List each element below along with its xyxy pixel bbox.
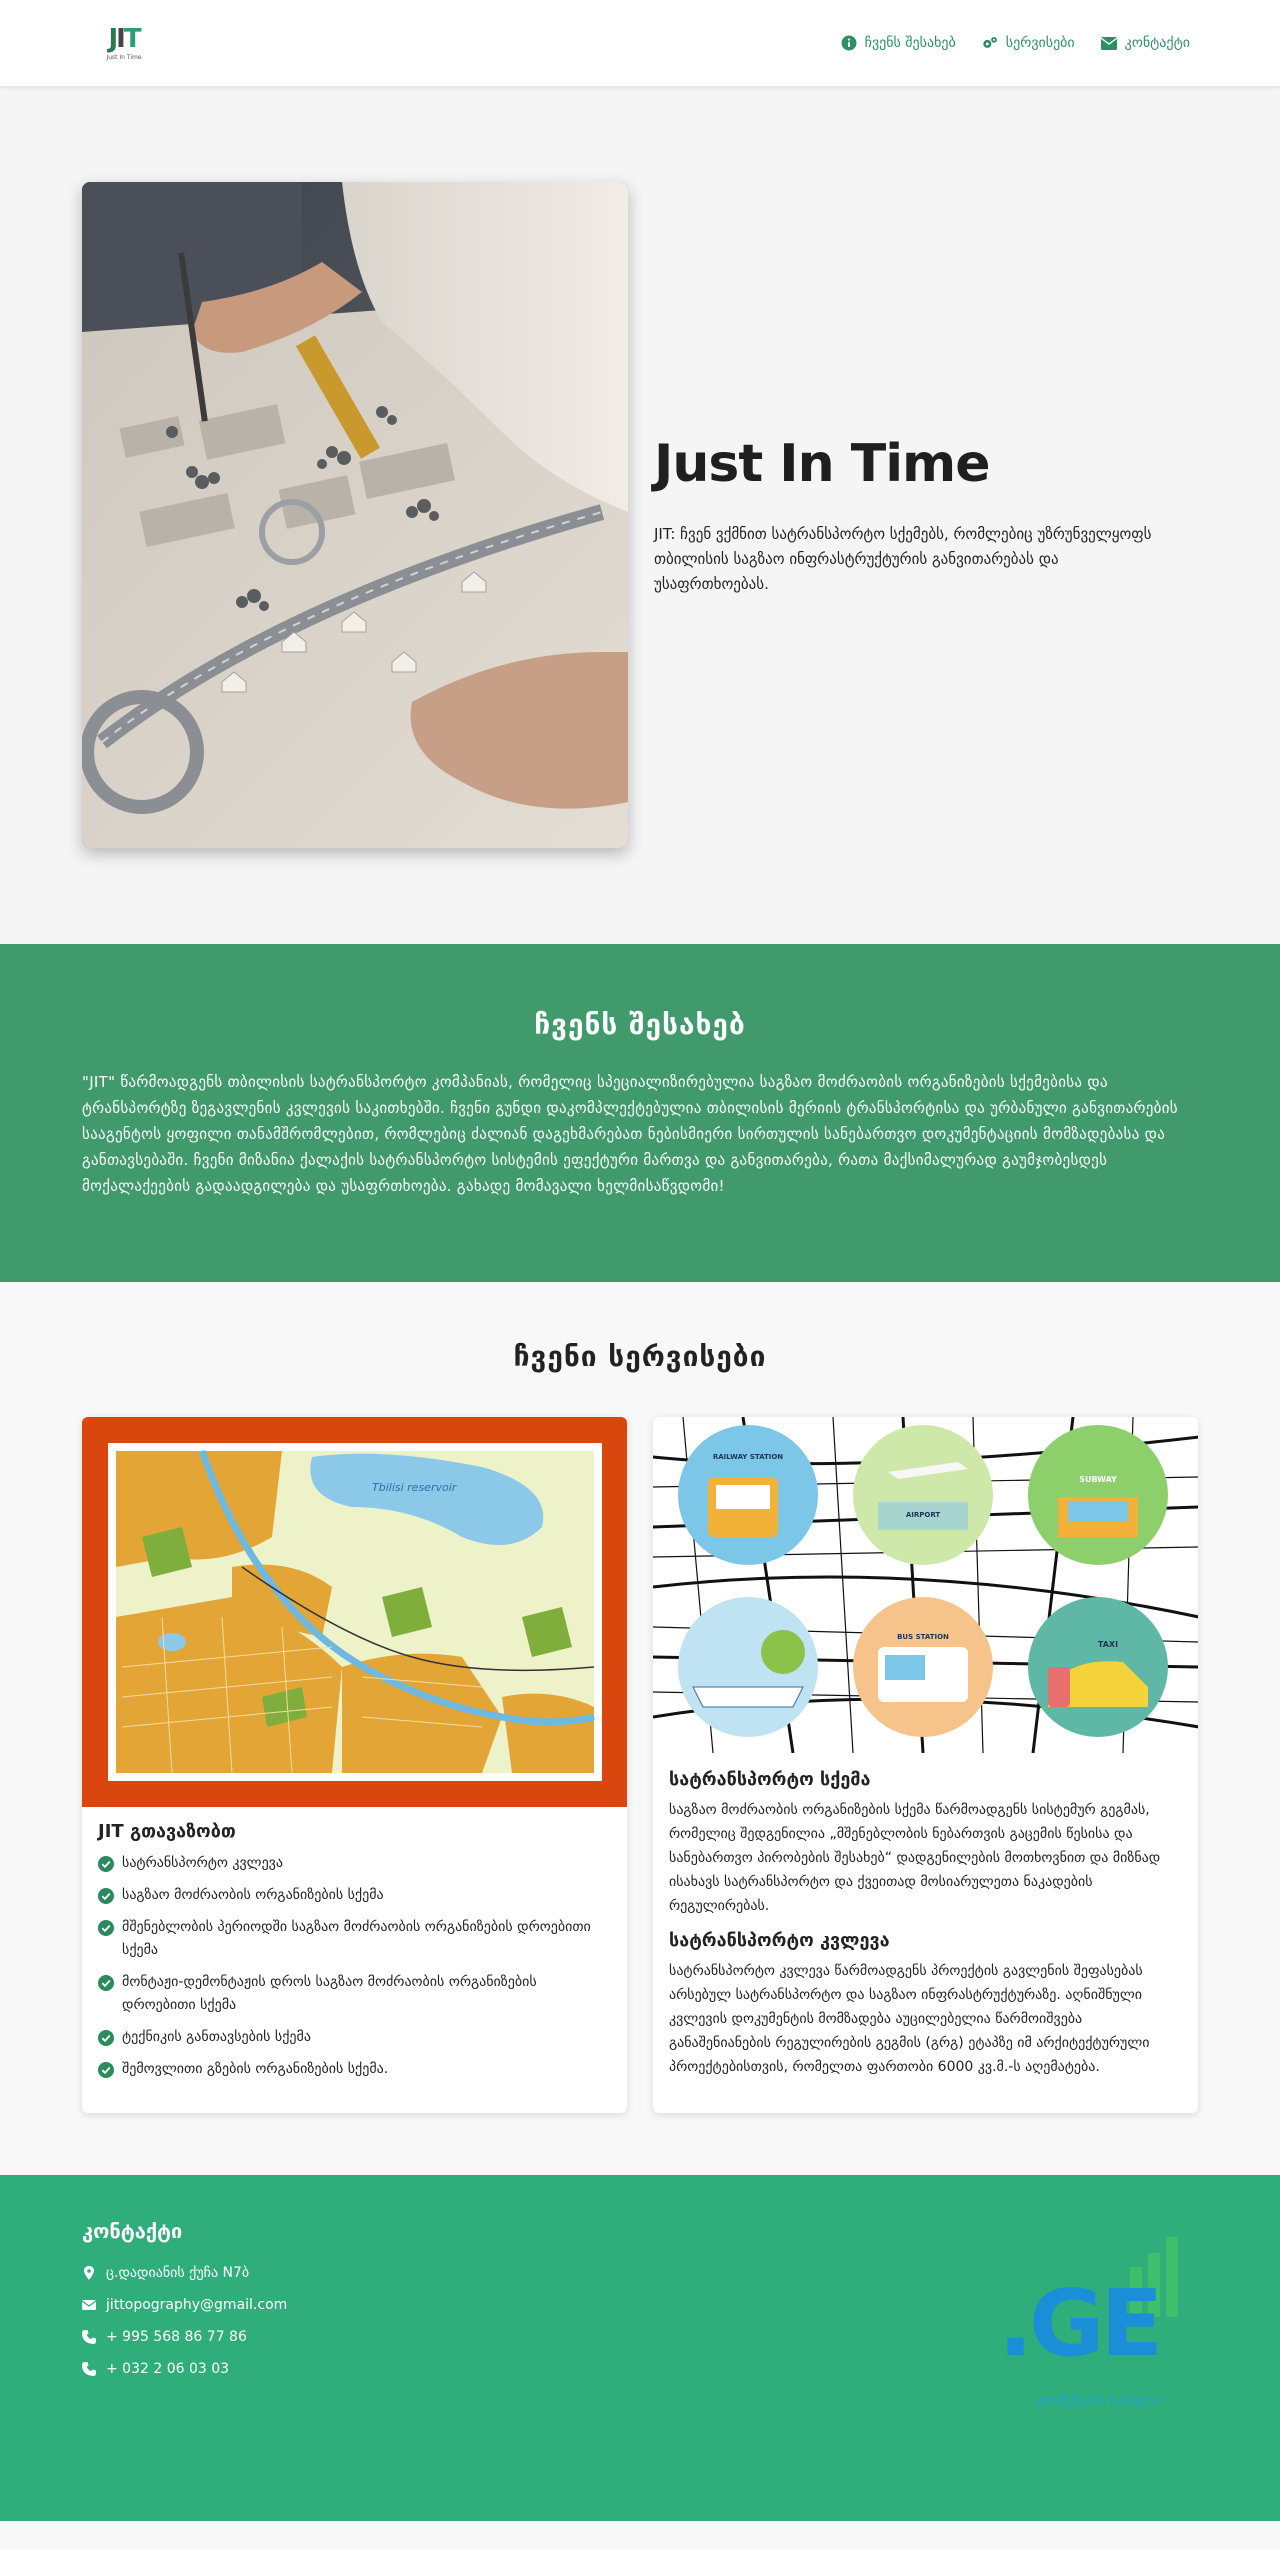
hero-title: Just In Time	[654, 433, 990, 494]
nav-links	[841, 35, 1190, 51]
services-section	[0, 1282, 1280, 2175]
check-circle-icon	[98, 1975, 114, 1991]
envelope-icon	[82, 2298, 96, 2312]
check-circle-icon	[98, 2062, 114, 2078]
logo-subtitle: Just In Time	[106, 53, 142, 61]
offers-list	[98, 1852, 611, 2081]
logo[interactable]	[100, 23, 148, 61]
hero-image	[82, 182, 628, 848]
ge-badge-text: .GE	[998, 2270, 1160, 2377]
contact-phone-landline-text[interactable]: + 032 2 06 03 03	[106, 2361, 230, 2377]
nav-link-about[interactable]	[841, 35, 956, 51]
illustration-label-airport: AIRPORT	[905, 1511, 941, 1519]
check-circle-icon	[98, 2030, 114, 2046]
check-circle-icon	[98, 1888, 114, 1904]
list-item	[98, 2026, 611, 2049]
transport-scheme-title: სატრანსპორტო სქემა	[669, 1769, 871, 1790]
service-card-offers	[82, 1417, 627, 2113]
list-item-text: სატრანსპორტო კვლევა	[122, 1855, 283, 1871]
contact-phone-mobile-text[interactable]: + 995 568 86 77 86	[106, 2329, 247, 2345]
phone-icon	[82, 2362, 96, 2376]
hero-text	[654, 434, 1154, 597]
service-card-offers-title: JIT გთავაზობთ	[98, 1821, 236, 1842]
transport-research-text: სატრანსპორტო კვლევა წარმოადგენს პროექტის გავლენის შეფასებას არსებულ სატრანსპორტო და საგზაო ინფრასტრუქტურაზე. აღნიშნული კვლევის დოკუმენტის მომზადება აუცილებელია წარმოიშვება განაშენიანების რეგულირების გეგმის (გრგ) ეტაპზე იმ არქიტექტურული პროექტებისთვის, რომელთა ფართობი 6000 კვ.მ.-ს აღემატება.	[669, 1963, 1150, 2075]
illustration-label-bus: BUS STATION	[897, 1633, 949, 1641]
hero-section	[0, 86, 1280, 944]
list-item-text: მონტაჟი-დემონტაჟის დროს საგზაო მოძრაობის ორგანიზების დროებითი სქემა	[122, 1974, 537, 2013]
list-item-text: საგზაო მოძრაობის ორგანიზების სქემა	[122, 1887, 384, 1903]
transport-research-title: სატრანსპორტო კვლევა	[669, 1930, 890, 1951]
list-item-text: მშენებლობის პერიოდში საგზაო მოძრაობის ორგანიზების დროებითი სქემა	[122, 1919, 591, 1958]
service-card-offers-body	[82, 1807, 627, 2112]
about-title: ჩვენს შესახებ	[534, 1008, 746, 1041]
check-circle-icon	[98, 1856, 114, 1872]
map-label-reservoir: Tbilisi reservoir	[372, 1481, 457, 1494]
contact-email-text[interactable]: jittopography@gmail.com	[106, 2297, 288, 2313]
nav-link-contact-label: კონტაქტი	[1124, 35, 1190, 51]
nav-link-services-label: სერვისები	[1005, 35, 1075, 51]
nav-link-contact[interactable]	[1101, 35, 1190, 51]
list-item-text: ტექნიკის განთავსების სქემა	[122, 2029, 311, 2045]
info-circle-icon	[841, 35, 857, 51]
phone-icon	[82, 2330, 96, 2344]
logo-mark: JIT	[108, 23, 140, 54]
list-item	[98, 1971, 611, 2017]
nav-link-services[interactable]	[982, 35, 1075, 51]
about-section	[0, 944, 1280, 1282]
service-cards	[82, 1417, 1198, 2113]
illustration-label-subway: SUBWAY	[1079, 1475, 1117, 1484]
ge-badge-subtitle: დომენური სახელი	[1035, 2393, 1161, 2409]
map-marker-icon	[82, 2266, 96, 2280]
tbilisi-map-image	[82, 1417, 627, 1807]
transport-scheme-text: საგზაო მოძრაობის ორგანიზების სქემა წარმოადგენს სისტემურ გეგმას, რომელიც შედგენილია „მშენებლობის ნებართვის გაცემის წესისა და სანებართვო პირობების შესახებ“ დადგენილების მოთხოვნით და მიზნად ისახავს სატრანსპორტო და ქვეითად მოსიარულეთა ნაკადების რეგულირებას.	[669, 1802, 1161, 1914]
gears-icon	[982, 35, 998, 51]
navbar	[0, 0, 1280, 86]
hero-description: JIT: ჩვენ ვქმნით სატრანსპორტო სქემებს, რომლებიც უზრუნველყოფს თბილისის საგზაო ინფრასტრუქტურის განვითარებას და უსაფრთხოებას.	[654, 524, 1152, 593]
transport-illustration	[653, 1417, 1198, 1753]
check-circle-icon	[98, 1920, 114, 1936]
illustration-label-taxi: TAXI	[1097, 1640, 1119, 1649]
list-item	[98, 1884, 611, 1907]
service-card-transport	[653, 1417, 1198, 2113]
envelope-icon	[1101, 35, 1117, 51]
nav-link-about-label: ჩვენს შესახებ	[864, 35, 956, 51]
illustration-label-railway: RAILWAY STATION	[712, 1453, 784, 1461]
services-title: ჩვენი სერვისები	[513, 1340, 767, 1373]
contact-address-text: ც.დადიანის ქუჩა N7ბ	[106, 2265, 250, 2281]
list-item	[98, 2058, 611, 2081]
footer	[0, 2175, 1280, 2521]
ge-domain-badge[interactable]	[998, 2227, 1198, 2417]
list-item	[98, 1916, 611, 1962]
footer-title: კონტაქტი	[82, 2219, 183, 2243]
about-text: "JIT" წარმოადგენს თბილისის სატრანსპორტო კომპანიას, რომელიც სპეციალიზირებულია საგზაო მოძრაობის ორგანიზების სქემებისა და ტრანსპორტზე ზეგავლენის კვლევის საკითხებში. ჩვენი გუნდი დაკომპლექტებულია თბილისის მერიის ტრანსპორტისა და ურბანული განვითარების სააგენტოს ყოფილი თანამშრომლებით, რომლებიც ძალიან დაგეხმარებათ ნებისმიერი სირთულის სანებართვო დოკუმენტაციის მომზადებასა და განთავსებაში. ჩვენი მიზანია ქალაქის სატრანსპორტო სისტემის ეფექტური მართვა და განვითარება, რათა მაქსიმალურად გაუმჯობესდეს მოქალაქეების გადაადგილება და უსაფრთხოება. გახადე მომავალი ხელმისაწვდომი!	[82, 1073, 1178, 1195]
service-card-transport-body	[653, 1753, 1198, 2113]
list-item	[98, 1852, 611, 1875]
list-item-text: შემოვლითი გზების ორგანიზების სქემა.	[122, 2061, 389, 2077]
